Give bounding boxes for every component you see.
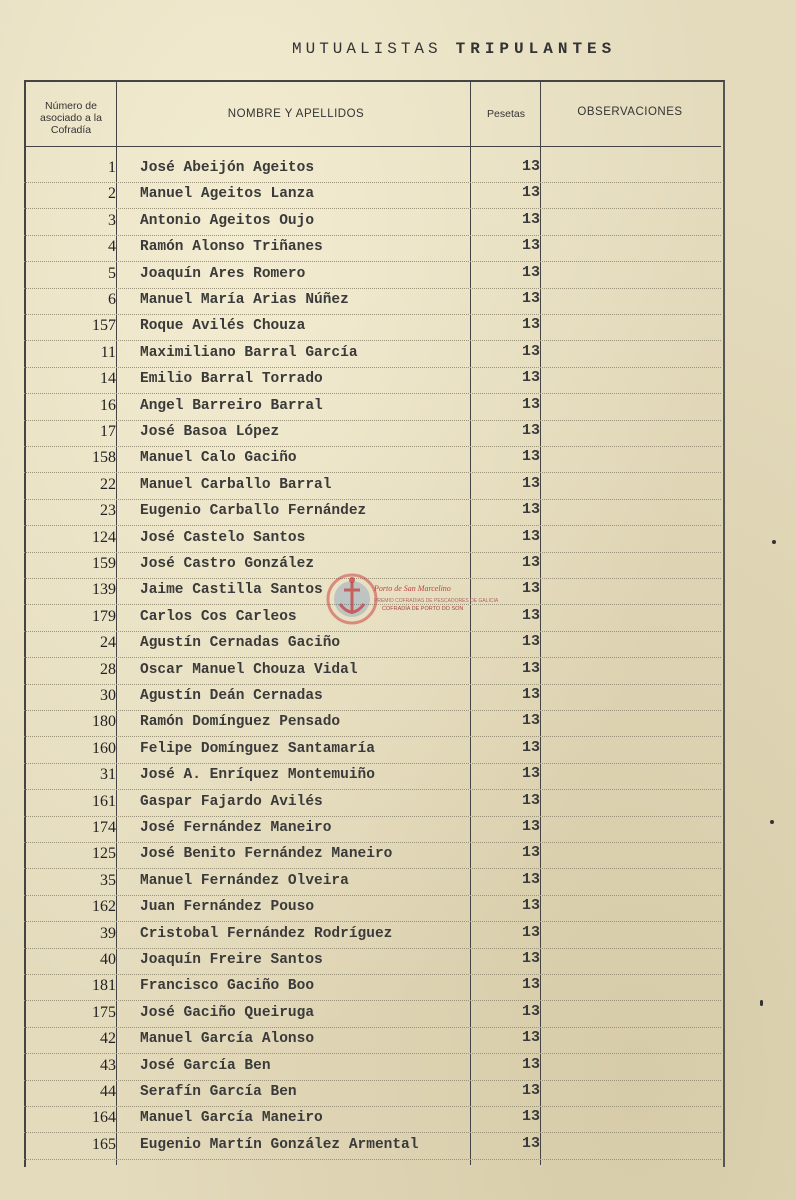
member-number: 158 (92, 449, 116, 467)
member-name: José Castro González (140, 556, 315, 572)
member-name: Joaquín Freire Santos (140, 952, 323, 968)
member-number: 159 (92, 555, 116, 572)
pesetas-amount: 13 (521, 422, 540, 439)
member-name: Manuel García Alonso (140, 1031, 315, 1048)
member-name: José Benito Fernández Maneiro (140, 846, 393, 863)
member-number: 43 (100, 1056, 116, 1074)
pesetas-amount: 13 (521, 342, 540, 360)
member-name: José García Ben (140, 1057, 271, 1074)
member-number: 35 (100, 871, 116, 889)
table-row (24, 1028, 721, 1054)
pesetas-amount: 13 (521, 395, 540, 413)
table-row (24, 236, 721, 262)
member-name: Jaime Castilla Santos (140, 582, 323, 599)
member-name: Manuel Ageitos Lanza (140, 186, 315, 203)
pesetas-amount: 13 (521, 316, 540, 334)
member-name: Eugenio Carballo Fernández (140, 503, 367, 520)
member-number: 22 (100, 475, 116, 493)
pesetas-amount: 13 (521, 870, 540, 888)
table-row (24, 870, 721, 896)
pesetas-amount: 13 (521, 791, 540, 809)
row-rule (24, 1159, 721, 1160)
member-number: 161 (92, 792, 116, 810)
member-number: 165 (92, 1135, 116, 1153)
table-row (24, 1002, 721, 1028)
member-name: Cristobal Fernández Rodríguez (140, 925, 393, 942)
member-name: Roque Avilés Chouza (140, 318, 306, 335)
pesetas-amount: 13 (521, 1002, 540, 1020)
member-number: 180 (92, 713, 116, 731)
table-row (24, 368, 721, 394)
stamp-title: Porto de San Marcelino (374, 584, 451, 593)
member-number: 162 (92, 898, 116, 916)
member-number: 17 (100, 423, 116, 440)
table-row (24, 949, 721, 975)
member-number: 40 (100, 951, 116, 968)
pesetas-amount: 13 (521, 1082, 540, 1099)
member-name: Emilio Barral Torrado (140, 371, 323, 388)
member-name: José Basoa López (140, 424, 280, 440)
member-name: Antonio Ageitos Oujo (140, 212, 315, 229)
pesetas-amount: 13 (521, 686, 540, 703)
pesetas-amount: 13 (521, 263, 540, 281)
member-number: 11 (100, 343, 116, 361)
stamp-name: COFRADÍA DE PORTO DO SON (382, 606, 464, 612)
title-word-2: TRIPULANTES (455, 40, 617, 58)
member-number: 4 (108, 238, 116, 256)
header-rule (24, 146, 721, 147)
stamp-subtitle: PREMIO COFRADIAS DE PESCADORES DE GALICIA (374, 598, 499, 604)
table-row (24, 817, 721, 843)
table-row (24, 527, 721, 553)
member-number: 139 (92, 581, 116, 599)
table-row (24, 923, 721, 949)
table-row (24, 289, 721, 315)
cofradia-stamp (322, 568, 502, 630)
pesetas-amount: 13 (521, 976, 540, 994)
member-name: Maximiliano Barral García (140, 344, 358, 361)
pesetas-amount: 13 (521, 606, 540, 624)
pesetas-amount: 13 (521, 474, 540, 492)
table-row (24, 157, 721, 183)
pesetas-amount: 13 (521, 554, 540, 571)
pesetas-amount: 13 (521, 210, 540, 228)
member-name: Ramón Domínguez Pensado (140, 714, 341, 731)
member-name: Gaspar Fajardo Avilés (140, 793, 323, 810)
table-row (24, 1081, 721, 1107)
member-name: Eugenio Martín González Armental (140, 1136, 419, 1153)
member-name: Agustín Deán Cernadas (140, 688, 323, 704)
column-header-observations: OBSERVACIONES (577, 106, 683, 118)
table-row (24, 447, 721, 473)
member-name: Manuel Fernández Olveira (140, 872, 349, 889)
member-number: 23 (100, 502, 116, 520)
table-row (24, 1134, 721, 1160)
member-number: 164 (92, 1109, 116, 1127)
member-number: 28 (100, 660, 116, 678)
member-name: José Castelo Santos (140, 529, 306, 546)
member-number: 24 (100, 634, 116, 652)
member-number: 3 (108, 211, 116, 229)
member-number: 125 (92, 845, 116, 863)
table-row (24, 315, 721, 341)
member-number: 44 (100, 1083, 116, 1100)
member-name: Juan Fernández Pouso (140, 899, 315, 916)
pesetas-amount: 13 (521, 1055, 540, 1073)
pesetas-amount: 13 (521, 527, 540, 545)
paper-speck (770, 820, 774, 824)
pesetas-amount: 13 (521, 184, 540, 202)
pesetas-amount: 13 (521, 448, 540, 466)
table-row (24, 659, 721, 685)
member-name: José Abeijón Ageitos (140, 160, 315, 176)
pesetas-amount: 13 (521, 897, 540, 915)
member-name: José Gaciño Queiruga (140, 1004, 315, 1021)
pesetas-amount: 13 (521, 501, 540, 519)
table-row (24, 263, 721, 289)
member-number: 175 (92, 1003, 116, 1021)
member-name: Angel Barreiro Barral (140, 397, 323, 414)
pesetas-amount: 13 (521, 712, 540, 730)
member-name: Oscar Manuel Chouza Vidal (140, 661, 358, 678)
table-row (24, 1055, 721, 1081)
table-row (24, 685, 721, 711)
pesetas-amount: 13 (521, 738, 540, 756)
table-row (24, 342, 721, 368)
table-row (24, 632, 721, 658)
table-row (24, 738, 721, 764)
member-number: 157 (92, 317, 116, 335)
pesetas-amount: 13 (521, 290, 540, 307)
paper-speck (772, 540, 776, 544)
member-number: 181 (92, 977, 116, 995)
member-number: 14 (100, 370, 116, 388)
pesetas-amount: 13 (521, 923, 540, 941)
table-row (24, 183, 721, 209)
pesetas-amount: 13 (521, 1108, 540, 1126)
table-row (24, 1107, 721, 1133)
column-header-number: Número de asociado a la Cofradía (40, 100, 102, 136)
table-row (24, 395, 721, 421)
table-row (24, 500, 721, 526)
member-name: Carlos Cos Carleos (140, 608, 297, 625)
member-name: Serafín García Ben (140, 1084, 297, 1100)
member-number: 179 (92, 607, 116, 625)
table-row (24, 896, 721, 922)
pesetas-amount: 13 (521, 580, 540, 598)
member-name: Francisco Gaciño Boo (140, 978, 315, 995)
member-name: Joaquín Ares Romero (140, 265, 306, 282)
member-name: José A. Enríquez Montemuiño (140, 767, 375, 784)
member-name: Ramón Alonso Triñanes (140, 239, 323, 256)
member-number: 5 (108, 264, 116, 282)
table-row (24, 764, 721, 790)
member-number: 30 (100, 687, 116, 704)
pesetas-amount: 13 (521, 158, 540, 175)
table-row (24, 711, 721, 737)
member-number: 16 (100, 396, 116, 414)
table-row (24, 975, 721, 1001)
page-title (292, 40, 616, 58)
table-row (24, 210, 721, 236)
member-name: Manuel Calo Gaciño (140, 450, 297, 467)
pesetas-amount: 13 (521, 818, 540, 835)
member-number: 31 (100, 766, 116, 784)
member-name: Manuel Carballo Barral (140, 476, 332, 493)
pesetas-amount: 13 (521, 950, 540, 967)
table-row (24, 474, 721, 500)
pesetas-amount: 13 (521, 1134, 540, 1152)
pesetas-amount: 13 (521, 659, 540, 677)
table-row (24, 843, 721, 869)
table-row (24, 421, 721, 447)
member-number: 42 (100, 1030, 116, 1048)
pesetas-amount: 13 (521, 237, 540, 255)
member-number: 1 (108, 159, 116, 176)
member-number: 124 (92, 528, 116, 546)
column-header-pesetas: Pesetas (487, 108, 525, 120)
member-number: 2 (108, 185, 116, 203)
table-row (24, 791, 721, 817)
member-number: 174 (92, 819, 116, 836)
member-number: 6 (108, 291, 116, 308)
pesetas-amount: 13 (521, 844, 540, 862)
member-name: Agustín Cernadas Gaciño (140, 635, 341, 652)
member-number: 39 (100, 924, 116, 942)
pesetas-amount: 13 (521, 633, 540, 651)
anchor-seal-icon (322, 568, 382, 630)
member-name: Manuel María Arias Núñez (140, 292, 349, 308)
member-name: Felipe Domínguez Santamaría (140, 740, 375, 757)
member-name: Manuel García Maneiro (140, 1110, 323, 1127)
member-name: José Fernández Maneiro (140, 820, 332, 836)
column-header-name: NOMBRE Y APELLIDOS (227, 108, 365, 120)
paper-speck (760, 1000, 763, 1006)
pesetas-amount: 13 (521, 765, 540, 783)
title-word-1: MUTUALISTAS (292, 40, 442, 58)
pesetas-amount: 13 (521, 1029, 540, 1047)
member-number: 160 (92, 739, 116, 757)
pesetas-amount: 13 (521, 369, 540, 387)
